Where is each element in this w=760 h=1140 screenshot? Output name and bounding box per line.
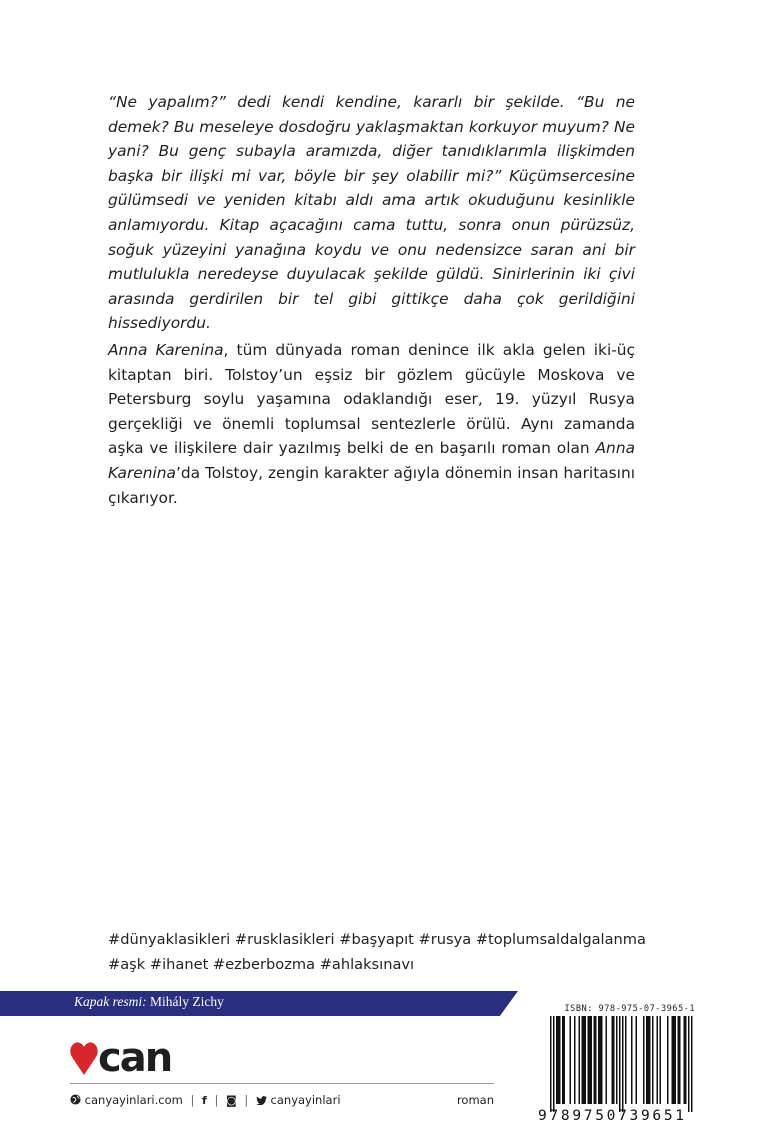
publisher-footer: canyayinlari.com | f | ◙ | canyayinlari roman — [70, 1093, 494, 1111]
hashtags — [108, 927, 668, 977]
barcode-bar — [678, 1016, 680, 1104]
barcode-bar — [672, 1016, 674, 1104]
barcode-bar — [616, 1016, 618, 1104]
description-text-2: ’da Tolstoy, zengin karakter ağıyla dönemin insan haritasını çıkarıyor. — [108, 463, 635, 507]
facebook-icon[interactable]: f — [202, 1094, 207, 1107]
logo-wordmark: can — [98, 1037, 172, 1077]
barcode-bar — [675, 1016, 677, 1104]
barcode-bar — [660, 1016, 662, 1104]
barcode-bar — [619, 1016, 621, 1112]
barcode-bar — [631, 1016, 633, 1104]
barcode-bar — [574, 1016, 576, 1104]
barcode-bar — [649, 1016, 651, 1104]
globe-icon — [70, 1094, 81, 1105]
barcode-bar — [562, 1016, 564, 1104]
barcode-bar — [550, 1016, 552, 1112]
barcode-digits: 9789750739651 — [538, 1108, 684, 1121]
barcode-bar — [679, 1016, 681, 1104]
barcode-bar — [558, 1016, 560, 1104]
barcode-bar — [585, 1016, 587, 1104]
barcode-bar — [613, 1016, 615, 1104]
hashtags-line-1: #dünyaklasikleri #rusklasikleri #başyapıt #rusya #toplumsaldalgalanma — [108, 931, 646, 948]
book-title-italic: Anna Karenina — [108, 341, 224, 359]
barcode-bar — [588, 1016, 590, 1104]
book-description — [108, 338, 635, 510]
cover-credit-name: Mihály Zichy — [150, 994, 224, 1009]
isbn-barcode — [536, 1016, 696, 1121]
cover-credit — [74, 994, 224, 1010]
barcode-bar — [612, 1016, 614, 1104]
isbn-label: ISBN: 978-975-07-3965-1 — [564, 1004, 695, 1014]
barcode-bar — [559, 1016, 561, 1104]
barcode-bar — [594, 1016, 596, 1104]
instagram-icon[interactable]: ◙ — [226, 1094, 237, 1107]
barcode-bar — [673, 1016, 675, 1104]
barcode-bar — [591, 1016, 593, 1104]
cover-credit-label: Kapak resmi: — [74, 994, 147, 1009]
barcode-bar — [622, 1016, 624, 1112]
barcode-bar — [648, 1016, 650, 1104]
barcode-bar — [589, 1016, 591, 1104]
barcode-bar — [598, 1016, 600, 1104]
barcode-bar — [688, 1016, 690, 1112]
barcode-bar — [625, 1016, 627, 1104]
barcode-bar — [601, 1016, 603, 1104]
can-logo — [70, 1037, 196, 1077]
twitter-icon[interactable] — [256, 1096, 267, 1105]
barcode-bar — [600, 1016, 602, 1104]
hashtags-line-2: #aşk #ihanet #ezberbozma #ahlaksınavı — [108, 956, 415, 973]
barcode-bar — [579, 1016, 581, 1104]
barcode-bar — [646, 1016, 648, 1104]
barcode-bar — [583, 1016, 585, 1104]
social-handle[interactable]: canyayinlari — [270, 1093, 341, 1107]
barcode-bar — [652, 1016, 654, 1104]
barcode-bar — [667, 1016, 669, 1104]
book-title-italic-2: Anna Karenina — [108, 439, 635, 482]
barcode-bar — [556, 1016, 558, 1104]
barcode-bar — [685, 1016, 687, 1104]
barcode-bar — [691, 1016, 693, 1112]
back-cover-quote: “Ne yapalım?” dedi kendi kendine, kararlı bir şekilde. “Bu ne demek? Bu meseleye dosdoğru yaklaşmaktan korkuyor muyum? Ne yani? Bu genç subayla aramızda, diğer tanıdıklarımla ilişkimden başka bir ilişki mi var, böyle bir şey olabilir mi?” Küçümsercesine gülümsedi ve yeniden kitabı aldı ama artık okuduğunu kesinlikle anlamıyordu. Kitap açacağını cama tuttu, sonra onun pürüzsüz, soğuk yüzeyini yanağına koydu ve onu nedensizce saran ani bir mutlulukla neredeyse duyulacak şekilde güldü. Sinirlerinin iki çivi arasında gerdirilen bir tel gibi gittikçe daha çok gerildiğini hissediyordu. — [108, 93, 635, 333]
barcode-bar — [564, 1016, 566, 1104]
barcode-bar — [595, 1016, 597, 1104]
description-text-1: , tüm dünyada roman denince ilk akla gelen iki-üç kitaptan biri. Tolstoy’un eşsiz bir gözlem gücüyle Moskova ve Petersburg soylu yaşamına odaklandığı eser, 19. yüzyıl Rusya gerçekliği ve önemli toplumsal sentezlerle örülü. Aynı zamanda aşka ve ilişkilere dair yazılmış belki de en başarılı roman olan — [108, 341, 635, 458]
barcode-bar — [570, 1016, 572, 1104]
barcode-bar — [684, 1016, 686, 1104]
barcode-bar — [636, 1016, 638, 1104]
footer-divider — [70, 1083, 494, 1084]
genre-label: roman — [456, 1093, 494, 1107]
website-link[interactable]: canyayinlari.com — [84, 1093, 183, 1107]
barcode-bar — [582, 1016, 584, 1104]
barcode-bar — [643, 1016, 645, 1104]
barcode-bar — [657, 1016, 659, 1104]
barcode-bar — [606, 1016, 608, 1104]
heart-icon — [70, 1042, 97, 1075]
barcode-bar — [553, 1016, 555, 1112]
